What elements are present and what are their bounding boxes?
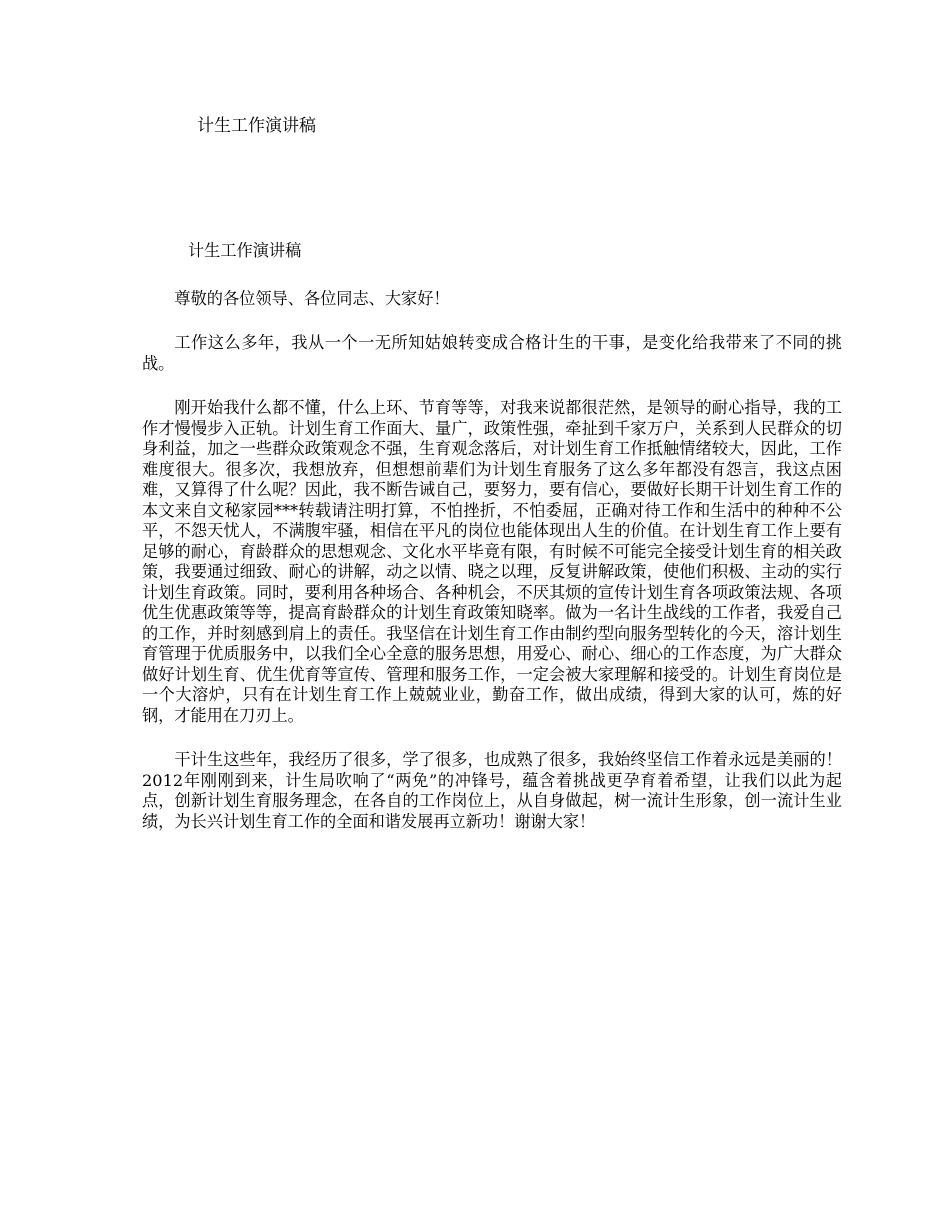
paragraph-3: 干计生这些年，我经历了很多，学了很多，也成熟了很多，我始终坚信工作着永远是美丽的！2012年刚刚到来，计生局吹响了“两免”的冲锋号，蕴含着挑战更孕育着希望，让我们以此为起点，创新计划生育服务理念，在各自的工作岗位上，从自身做起，树一流计生形象，创一流计生业绩，为长兴计划生育工作的全面和谐发展再立新功！谢谢大家！ xyxy=(142,750,842,831)
subtitle: 计生工作演讲稿 xyxy=(188,241,302,260)
header-title: 计生工作演讲稿 xyxy=(197,116,316,136)
paragraph-1: 工作这么多年，我从一个一无所知姑娘转变成合格计生的干事，是变化给我带来了不同的挑战。 xyxy=(142,333,842,373)
paragraph-2: 刚开始我什么都不懂，什么上环、节育等等，对我来说都很茫然，是领导的耐心指导，我的工作才慢慢步入正轨。计划生育工作面大、量广，政策性强，牵扯到千家万户，关系到人民群众的切身利益，加之一些群众政策观念不强，生育观念落后，对计划生育工作抵触情绪较大，因此，工作难度很大。很多次，我想放弃，但想想前辈们为计划生育服务了这么多年都没有怨言，我这点困难，又算得了什么呢？因此，我不断告诫自己，要努力，要有信心，要做好长期干计划生育工作的本文来自文秘家园***转载请注明打算，不怕挫折，不怕委屈，正确对待工作和生活中的种种不公平，不怨天忧人，不满腹牢骚，相信在平凡的岗位也能体现出人生的价值。在计划生育工作上要有足够的耐心，育龄群众的思想观念、文化水平毕竟有限，有时候不可能完全接受计划生育的相关政策，我要通过细致、耐心的讲解，动之以情、晓之以理，反复讲解政策，使他们积极、主动的实行计划生育政策。同时，要利用各种场合、各种机会，不厌其烦的宣传计划生育各项政策法规、各项优生优惠政策等等，提高育龄群众的计划生育政策知晓率。做为一名计生战线的工作者，我爱自己的工作，并时刻感到肩上的责任。我坚信在计划生育工作由制约型向服务型转化的今天，溶计划生育管理于优质服务中，以我们全心全意的服务思想，用爱心、耐心、细心的工作态度，为广大群众做好计划生育、优生优育等宣传、管理和服务工作，一定会被大家理解和接受的。计划生育岗位是一个大溶炉，只有在计划生育工作上兢兢业业，勤奋工作，做出成绩，得到大家的认可，炼的好钢，才能用在刀刃上。 xyxy=(142,398,842,725)
greeting: 尊敬的各位领导、各位同志、大家好！ xyxy=(174,288,450,308)
document-body xyxy=(142,241,842,856)
